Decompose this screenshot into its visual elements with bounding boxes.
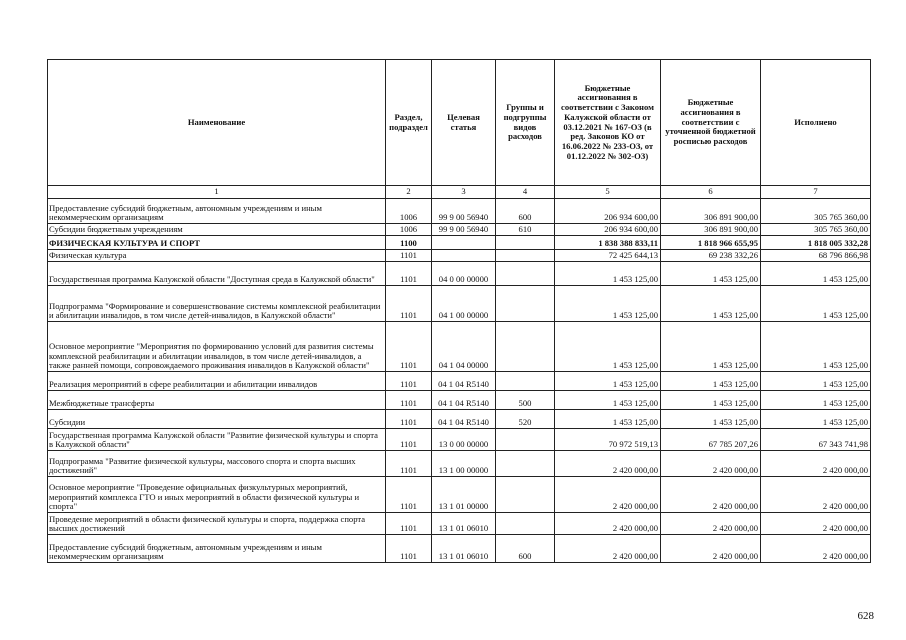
row-refined-amount-cell: 1 453 125,00 <box>661 322 761 372</box>
row-executed-amount-cell: 1 453 125,00 <box>761 262 871 286</box>
table-row <box>48 477 871 513</box>
row-name-cell: Подпрограмма "Развитие физической культуры, массового спорта и спорта высших достижений" <box>48 451 386 477</box>
row-executed-amount-cell: 2 420 000,00 <box>761 451 871 477</box>
row-article-cell: 04 1 04 00000 <box>432 322 496 372</box>
row-article-cell <box>432 250 496 262</box>
row-group-cell: 600 <box>496 199 555 224</box>
row-refined-amount-cell: 1 453 125,00 <box>661 410 761 429</box>
row-name-cell: Физическая культура <box>48 250 386 262</box>
row-group-cell <box>496 322 555 372</box>
row-executed-amount-cell: 1 453 125,00 <box>761 322 871 372</box>
header-name: Наименование <box>48 60 386 186</box>
row-law-amount-cell: 206 934 600,00 <box>555 224 661 236</box>
row-refined-amount-cell: 2 420 000,00 <box>661 451 761 477</box>
row-article-cell: 04 1 04 R5140 <box>432 410 496 429</box>
row-refined-amount-cell: 1 453 125,00 <box>661 286 761 322</box>
row-group-cell <box>496 250 555 262</box>
table-body <box>48 199 871 563</box>
table-row <box>48 391 871 410</box>
table-row <box>48 236 871 250</box>
row-article-cell <box>432 236 496 250</box>
row-article-cell: 13 1 00 00000 <box>432 451 496 477</box>
row-law-amount-cell: 72 425 644,13 <box>555 250 661 262</box>
row-group-cell <box>496 451 555 477</box>
row-section-cell: 1100 <box>386 236 432 250</box>
row-executed-amount-cell: 305 765 360,00 <box>761 224 871 236</box>
row-section-cell: 1101 <box>386 513 432 535</box>
table-row <box>48 429 871 451</box>
row-article-cell: 99 9 00 56940 <box>432 224 496 236</box>
column-number: 1 <box>48 186 386 199</box>
row-section-cell: 1101 <box>386 286 432 322</box>
row-executed-amount-cell: 2 420 000,00 <box>761 535 871 563</box>
row-name-cell: ФИЗИЧЕСКАЯ КУЛЬТУРА И СПОРТ <box>48 236 386 250</box>
row-section-cell: 1101 <box>386 410 432 429</box>
row-name-cell: Реализация мероприятий в сфере реабилитации и абилитации инвалидов <box>48 372 386 391</box>
row-name-cell: Проведение мероприятий в области физической культуры и спорта, поддержка спорта высших достижений <box>48 513 386 535</box>
row-law-amount-cell: 1 453 125,00 <box>555 372 661 391</box>
row-law-amount-cell: 2 420 000,00 <box>555 477 661 513</box>
row-section-cell: 1101 <box>386 322 432 372</box>
row-group-cell <box>496 429 555 451</box>
row-article-cell: 13 0 00 00000 <box>432 429 496 451</box>
row-law-amount-cell: 206 934 600,00 <box>555 199 661 224</box>
row-section-cell: 1101 <box>386 262 432 286</box>
column-number: 4 <box>496 186 555 199</box>
row-name-cell: Основное мероприятие "Проведение официальных физкультурных мероприятий, мероприятий комплекса ГТО и иных мероприятий в области физической культуры и спорта" <box>48 477 386 513</box>
row-executed-amount-cell: 1 453 125,00 <box>761 410 871 429</box>
row-group-cell <box>496 236 555 250</box>
row-group-cell <box>496 477 555 513</box>
table-row <box>48 224 871 236</box>
table-row <box>48 250 871 262</box>
row-name-cell: Государственная программа Калужской области "Развитие физической культуры и спорта в Калужской области" <box>48 429 386 451</box>
table-row <box>48 286 871 322</box>
row-name-cell: Субсидии бюджетным учреждениям <box>48 224 386 236</box>
row-law-amount-cell: 1 838 388 833,11 <box>555 236 661 250</box>
header-expense-group: Группы и подгруппы видов расходов <box>496 60 555 186</box>
row-article-cell: 04 0 00 00000 <box>432 262 496 286</box>
row-executed-amount-cell: 1 818 005 332,28 <box>761 236 871 250</box>
row-executed-amount-cell: 2 420 000,00 <box>761 513 871 535</box>
column-number: 5 <box>555 186 661 199</box>
row-law-amount-cell: 2 420 000,00 <box>555 451 661 477</box>
row-refined-amount-cell: 69 238 332,26 <box>661 250 761 262</box>
row-section-cell: 1101 <box>386 477 432 513</box>
row-section-cell: 1006 <box>386 224 432 236</box>
row-article-cell: 13 1 01 06010 <box>432 535 496 563</box>
table-row <box>48 513 871 535</box>
row-article-cell: 04 1 04 R5140 <box>432 391 496 410</box>
row-executed-amount-cell: 2 420 000,00 <box>761 477 871 513</box>
row-law-amount-cell: 1 453 125,00 <box>555 286 661 322</box>
page-number: 628 <box>857 610 874 622</box>
row-executed-amount-cell: 305 765 360,00 <box>761 199 871 224</box>
row-group-cell: 600 <box>496 535 555 563</box>
row-group-cell <box>496 286 555 322</box>
row-name-cell: Предоставление субсидий бюджетным, автономным учреждениям и иным некоммерческим организациям <box>48 199 386 224</box>
table-row <box>48 410 871 429</box>
row-group-cell <box>496 513 555 535</box>
row-law-amount-cell: 2 420 000,00 <box>555 513 661 535</box>
row-executed-amount-cell: 1 453 125,00 <box>761 372 871 391</box>
row-group-cell: 500 <box>496 391 555 410</box>
row-group-cell <box>496 372 555 391</box>
row-group-cell <box>496 262 555 286</box>
row-section-cell: 1101 <box>386 429 432 451</box>
table-row <box>48 535 871 563</box>
row-law-amount-cell: 1 453 125,00 <box>555 322 661 372</box>
row-section-cell: 1101 <box>386 451 432 477</box>
row-section-cell: 1101 <box>386 535 432 563</box>
row-law-amount-cell: 70 972 519,13 <box>555 429 661 451</box>
row-article-cell: 04 1 00 00000 <box>432 286 496 322</box>
row-name-cell: Основное мероприятие "Мероприятия по формированию условий для развития системы комплексной реабилитации и абилитации инвалидов, в том числе детей-инвалидов, а также ранней помощи, сопровождаемого проживания инвалидов в Калужской области" <box>48 322 386 372</box>
row-executed-amount-cell: 68 796 866,98 <box>761 250 871 262</box>
row-law-amount-cell: 1 453 125,00 <box>555 391 661 410</box>
budget-table <box>47 59 871 563</box>
row-refined-amount-cell: 67 785 207,26 <box>661 429 761 451</box>
row-refined-amount-cell: 2 420 000,00 <box>661 535 761 563</box>
row-article-cell: 04 1 04 R5140 <box>432 372 496 391</box>
row-refined-amount-cell: 1 818 966 655,95 <box>661 236 761 250</box>
row-refined-amount-cell: 1 453 125,00 <box>661 391 761 410</box>
row-executed-amount-cell: 1 453 125,00 <box>761 391 871 410</box>
table-row <box>48 262 871 286</box>
table-row <box>48 322 871 372</box>
row-section-cell: 1006 <box>386 199 432 224</box>
row-executed-amount-cell: 67 343 741,98 <box>761 429 871 451</box>
row-refined-amount-cell: 306 891 900,00 <box>661 224 761 236</box>
header-refined-allocations: Бюджетные ассигнования в соответствии с уточненной бюджетной росписью расходов <box>661 60 761 186</box>
row-article-cell: 13 1 01 06010 <box>432 513 496 535</box>
row-name-cell: Межбюджетные трансферты <box>48 391 386 410</box>
row-group-cell: 520 <box>496 410 555 429</box>
row-name-cell: Субсидии <box>48 410 386 429</box>
header-executed: Исполнено <box>761 60 871 186</box>
row-law-amount-cell: 1 453 125,00 <box>555 410 661 429</box>
row-refined-amount-cell: 1 453 125,00 <box>661 262 761 286</box>
row-section-cell: 1101 <box>386 250 432 262</box>
column-number: 6 <box>661 186 761 199</box>
table-row <box>48 199 871 224</box>
column-number: 3 <box>432 186 496 199</box>
row-refined-amount-cell: 2 420 000,00 <box>661 477 761 513</box>
row-section-cell: 1101 <box>386 391 432 410</box>
column-number: 7 <box>761 186 871 199</box>
row-name-cell: Государственная программа Калужской области "Доступная среда в Калужской области" <box>48 262 386 286</box>
row-section-cell: 1101 <box>386 372 432 391</box>
row-refined-amount-cell: 2 420 000,00 <box>661 513 761 535</box>
row-refined-amount-cell: 306 891 900,00 <box>661 199 761 224</box>
row-law-amount-cell: 1 453 125,00 <box>555 262 661 286</box>
header-target-article: Целевая статья <box>432 60 496 186</box>
header-law-allocations: Бюджетные ассигнования в соответствии с Законом Калужской области от 03.12.2021 № 167-ОЗ (в ред. Законов КО от 16.06.2022 № 233-ОЗ, от 01.12.2022 № 302-ОЗ) <box>555 60 661 186</box>
row-article-cell: 13 1 01 00000 <box>432 477 496 513</box>
table-row <box>48 451 871 477</box>
row-name-cell: Предоставление субсидий бюджетным, автономным учреждениям и иным некоммерческим организациям <box>48 535 386 563</box>
column-number: 2 <box>386 186 432 199</box>
row-name-cell: Подпрограмма "Формирование и совершенствование системы комплексной реабилитации и абилитации инвалидов, в том числе детей-инвалидов, в Калужской области" <box>48 286 386 322</box>
table-row <box>48 372 871 391</box>
row-refined-amount-cell: 1 453 125,00 <box>661 372 761 391</box>
row-law-amount-cell: 2 420 000,00 <box>555 535 661 563</box>
row-article-cell: 99 9 00 56940 <box>432 199 496 224</box>
header-section: Раздел, подраздел <box>386 60 432 186</box>
row-group-cell: 610 <box>496 224 555 236</box>
row-executed-amount-cell: 1 453 125,00 <box>761 286 871 322</box>
